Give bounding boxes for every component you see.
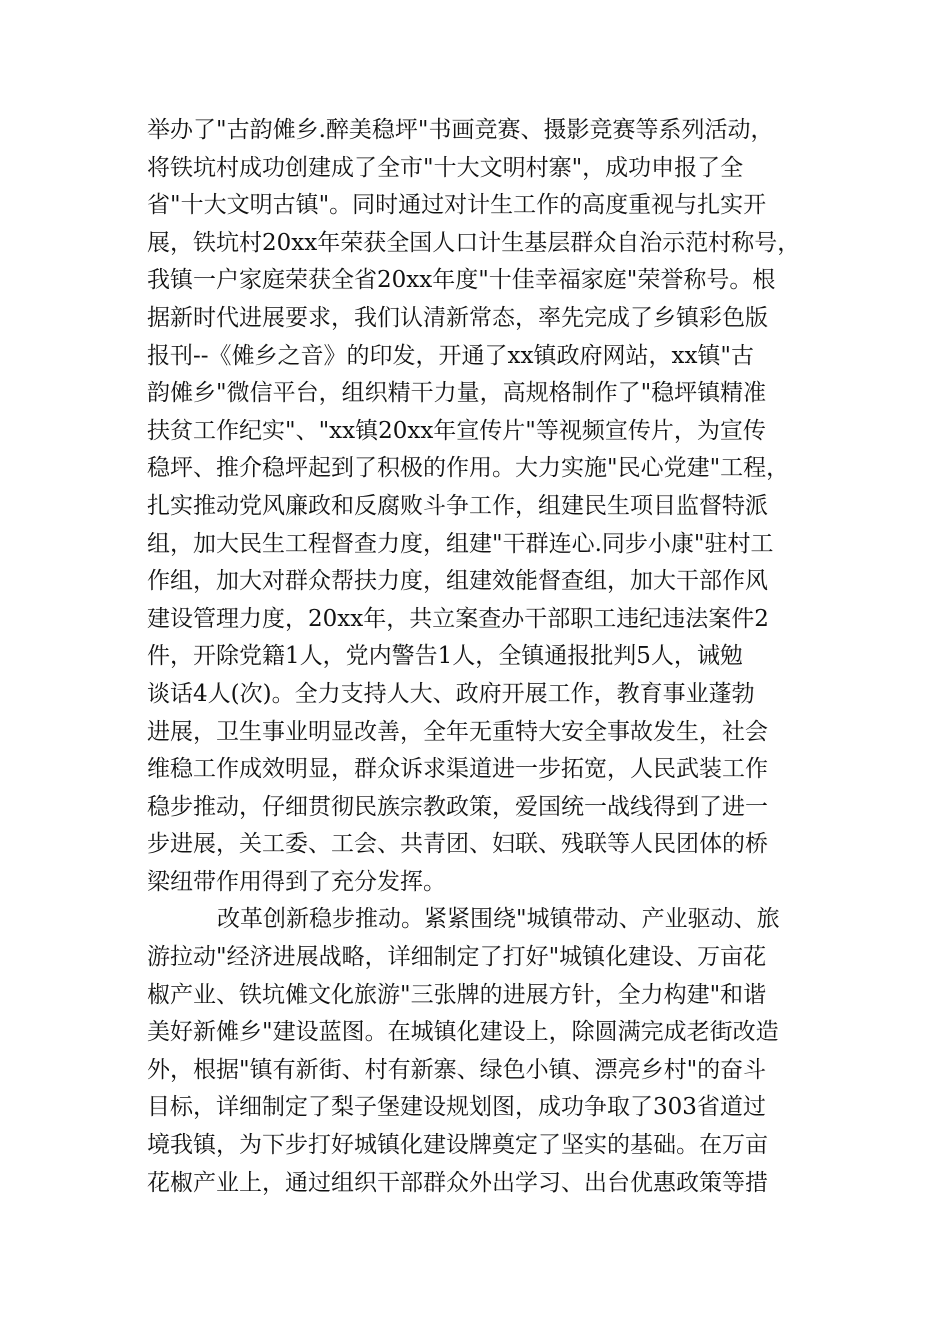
text-line: 省"十大文明古镇"。同时通过对计生工作的高度重视与扎实开 <box>147 192 767 219</box>
text-line: 展，铁坑村20xx年荣获全国人口计生基层群众自治示范村称号， <box>147 229 801 256</box>
text-line: 稳坪、推介稳坪起到了积极的作用。大力实施"民心党建"工程， <box>147 455 790 482</box>
paragraph-2 <box>147 901 807 1202</box>
text-line: 稳步推动，仔细贯彻民族宗教政策，爱国统一战线得到了进一 <box>147 793 768 820</box>
document-body <box>147 112 807 1202</box>
text-line: 扶贫工作纪实"、"xx镇20xx年宣传片"等视频宣传片，为宣传 <box>147 417 766 444</box>
text-line: 改革创新稳步推动。紧紧围绕"城镇带动、产业驱动、旅 <box>217 906 780 933</box>
paragraph-1 <box>147 112 807 901</box>
text-line: 作组，加大对群众帮扶力度，组建效能督查组，加大干部作风 <box>147 568 768 595</box>
text-line: 进展，卫生事业明显改善，全年无重特大安全事故发生，社会 <box>147 718 768 745</box>
text-line: 韵傩乡"微信平台，组织精干力量，高规格制作了"稳坪镇精准 <box>147 380 767 407</box>
text-line: 椒产业、铁坑傩文化旅游"三张牌的进展方针，全力构建"和谐 <box>147 981 767 1008</box>
text-line: 据新时代进展要求，我们认清新常态，率先完成了乡镇彩色版 <box>147 304 768 331</box>
text-line: 外，根据"镇有新街、村有新寨、绿色小镇、漂亮乡村"的奋斗 <box>147 1056 767 1083</box>
text-line: 建设管理力度，20xx年，共立案查办干部职工违纪违法案件2 <box>147 605 769 632</box>
text-line: 举办了"古韵傩乡.醉美稳坪"书画竞赛、摄影竞赛等系列活动， <box>147 117 774 143</box>
text-line: 将铁坑村成功创建成了全市"十大文明村寨"，成功申报了全 <box>147 154 744 181</box>
text-line: 境我镇，为下步打好城镇化建设牌奠定了坚实的基础。在万亩 <box>147 1132 768 1159</box>
text-line: 报刊--《傩乡之音》的印发，开通了xx镇政府网站，xx镇"古 <box>147 342 755 369</box>
text-line: 目标，详细制定了梨子堡建设规划图，成功争取了303省道过 <box>147 1094 766 1121</box>
text-line: 游拉动"经济进展战略，详细制定了打好"城镇化建设、万亩花 <box>147 944 767 971</box>
text-line: 梁纽带作用得到了充分发挥。 <box>147 868 446 895</box>
text-line: 维稳工作成效明显，群众诉求渠道进一步拓宽，人民武装工作 <box>147 756 768 783</box>
text-line: 谈话4人(次)。全力支持人大、政府开展工作，教育事业蓬勃 <box>147 680 755 707</box>
text-line: 组，加大民生工程督查力度，组建"干群连心.同步小康"驻村工 <box>147 530 774 557</box>
text-line: 扎实推动党风廉政和反腐败斗争工作，组建民生项目监督特派 <box>147 492 768 519</box>
text-line: 花椒产业上，通过组织干部群众外出学习、出台优惠政策等措 <box>147 1169 768 1196</box>
text-line: 美好新傩乡"建设蓝图。在城镇化建设上，除圆满完成老街改造 <box>147 1019 779 1046</box>
text-line: 我镇一户家庭荣获全省20xx年度"十佳幸福家庭"荣誉称号。根 <box>147 267 776 294</box>
text-line: 件，开除党籍1人，党内警告1人，全镇通报批判5人，诫勉 <box>147 643 743 670</box>
text-line: 步进展，关工委、工会、共青团、妇联、残联等人民团体的桥 <box>147 831 768 858</box>
